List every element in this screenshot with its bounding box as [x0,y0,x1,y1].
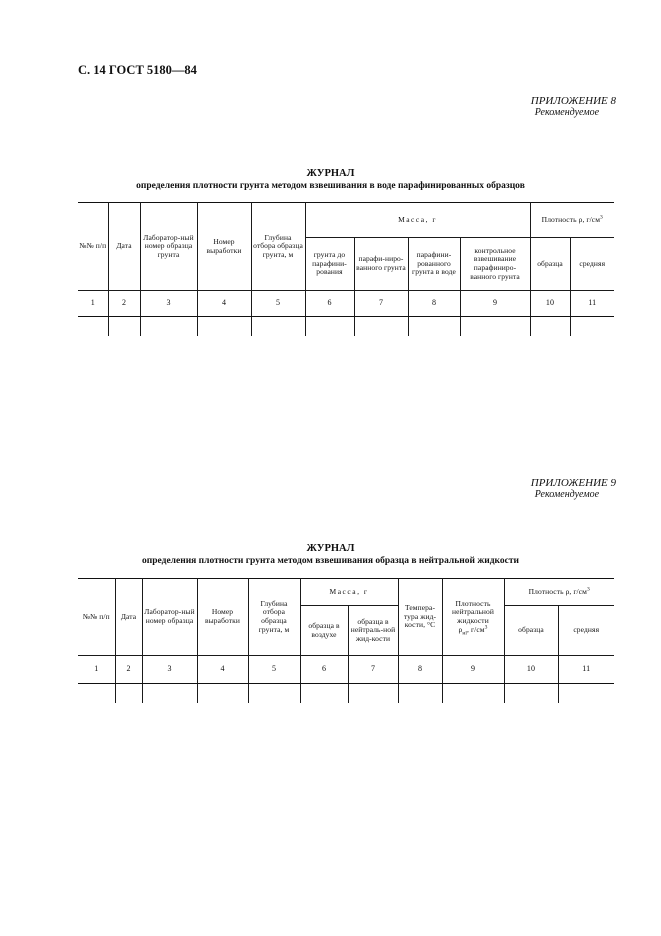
page-header: С. 14 ГОСТ 5180—84 [78,63,197,77]
header-density-group: Плотность ρ, $г/см^3$ [530,203,614,238]
column-number: 3 [142,656,197,684]
header-num: №№ п/п [78,203,108,291]
header-density-sample: образца [504,606,558,656]
header-mass-before: грунта до парафини-рования [305,238,354,291]
appendix-8-label [531,96,616,118]
column-number: 2 [108,291,140,317]
empty-cell[interactable] [504,684,558,703]
empty-cell[interactable] [398,684,442,703]
journal-1-heading [0,168,661,192]
empty-cell[interactable] [140,317,197,336]
column-number: 11 [570,291,614,317]
header-num: №№ п/п [78,579,115,656]
column-number: 4 [197,656,248,684]
header-lab-number: Лаборатор-ный номер образца [142,579,197,656]
journal-1-title: ЖУРНАЛ [306,168,355,179]
header-depth: Глубина отбора образца грунта, м [251,203,305,291]
column-number: 11 [558,656,614,684]
empty-cell[interactable] [305,317,354,336]
empty-cell[interactable] [248,684,300,703]
table-row [78,317,614,336]
header-density-avg: средняя [570,238,614,291]
header-date: Дата [115,579,142,656]
column-number: 9 [460,291,530,317]
header-mass-group: Масса, г [300,579,398,606]
column-number: 6 [305,291,354,317]
appendix-9-title: ПРИЛОЖЕНИЕ 9 [530,477,616,489]
empty-cell[interactable] [558,684,614,703]
header-liquid-density: Плотность нейтральной жидкости $\rho_{нl}$, $г/см^3$ [442,579,504,656]
header-date: Дата [108,203,140,291]
header-mass-in-water: парафини-рованного грунта в воде [408,238,460,291]
column-number: 6 [300,656,348,684]
header-mass-in-liquid: образца в нейтраль-ной жид-кости [348,606,398,656]
column-number: 3 [140,291,197,317]
column-number: 8 [408,291,460,317]
empty-cell[interactable] [530,317,570,336]
header-mass-group: Масса, г [305,203,530,238]
header-depth: Глубина отбора образца грунта, м [248,579,300,656]
column-number: 5 [251,291,305,317]
appendix-9-subtitle: Рекомендуемое [534,489,600,500]
appendix-8-subtitle: Рекомендуемое [534,107,600,118]
header-density-avg: средняя [558,606,614,656]
column-number: 8 [398,656,442,684]
empty-cell[interactable] [354,317,408,336]
column-number: 10 [504,656,558,684]
empty-cell[interactable] [570,317,614,336]
journal-2-heading [0,543,661,567]
journal-1-subtitle: определения плотности грунта методом взвешивания в воде парафинированных образцов [136,181,525,191]
journal-1-table [78,202,614,336]
column-number: 5 [248,656,300,684]
header-mine-number: Номер выработки [197,203,251,291]
column-number: 7 [348,656,398,684]
empty-cell[interactable] [78,317,108,336]
empty-cell[interactable] [115,684,142,703]
empty-cell[interactable] [460,317,530,336]
header-mass-control: контрольное взвешивание парафиниро-ванного грунта [460,238,530,291]
empty-cell[interactable] [442,684,504,703]
empty-cell[interactable] [197,317,251,336]
column-number: 2 [115,656,142,684]
header-lab-number: Лаборатор-ный номер образца грунта [140,203,197,291]
appendix-9-label [531,478,616,500]
header-mass-in-air: образца в воздухе [300,606,348,656]
column-number: 1 [78,656,115,684]
column-number: 10 [530,291,570,317]
header-density-sample: образца [530,238,570,291]
column-number: 1 [78,291,108,317]
column-number: 9 [442,656,504,684]
column-number: 7 [354,291,408,317]
header-mass-paraffined: парафи-ниро-ванного грунта [354,238,408,291]
journal-2-subtitle: определения плотности грунта методом взвешивания образца в нейтральной жидкости [142,556,519,566]
journal-2-title: ЖУРНАЛ [306,543,355,554]
empty-cell[interactable] [197,684,248,703]
empty-cell[interactable] [108,317,140,336]
empty-cell[interactable] [142,684,197,703]
journal-2-table [78,578,614,703]
header-mine-number: Номер выработки [197,579,248,656]
empty-cell[interactable] [251,317,305,336]
empty-cell[interactable] [300,684,348,703]
appendix-8-title: ПРИЛОЖЕНИЕ 8 [530,95,616,107]
column-number: 4 [197,291,251,317]
empty-cell[interactable] [348,684,398,703]
header-temperature: Темпера-тура жид-кости, °С [398,579,442,656]
header-density-group: Плотность ρ, $г/см^3$ [504,579,614,606]
table-row [78,684,614,703]
empty-cell[interactable] [78,684,115,703]
empty-cell[interactable] [408,317,460,336]
